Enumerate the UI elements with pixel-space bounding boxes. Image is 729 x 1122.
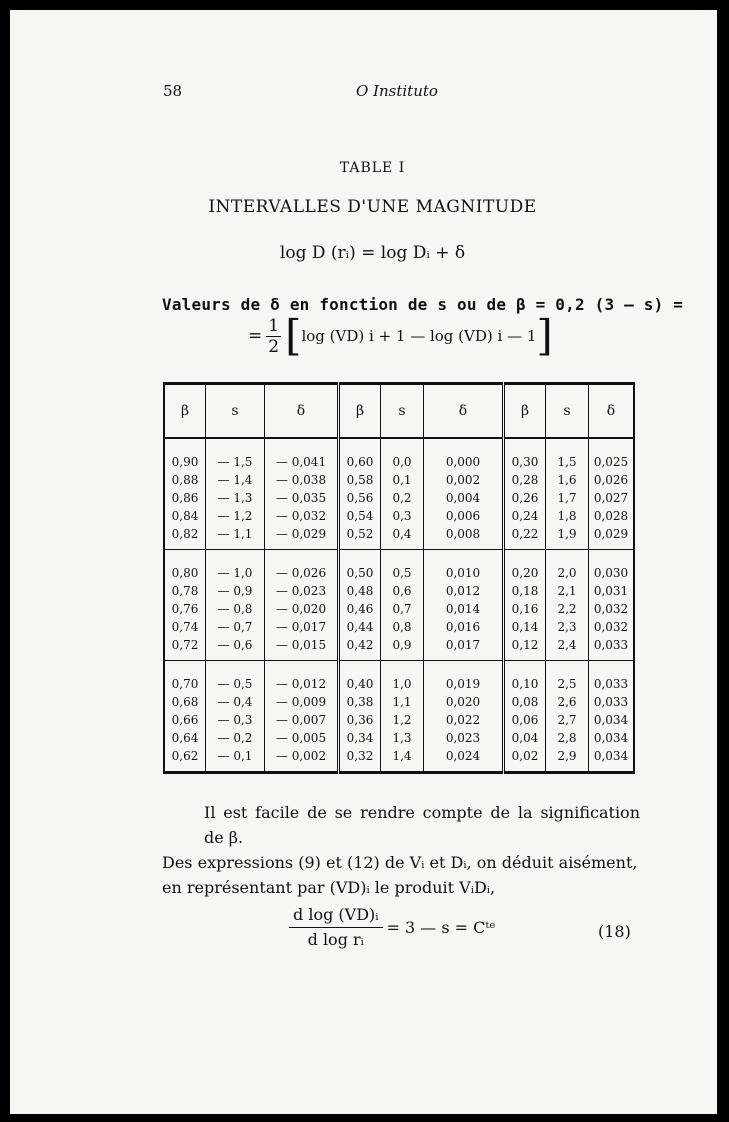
spacer-cell <box>206 550 265 565</box>
table-cell: 2,7 <box>546 711 589 729</box>
page-number: 58 <box>163 82 183 100</box>
table-cell: 2,9 <box>546 747 589 765</box>
table-cell: 2,8 <box>546 729 589 747</box>
spacer-cell <box>424 765 504 773</box>
table-cell: 0,028 <box>589 507 635 525</box>
spacer-cell <box>381 765 424 773</box>
main-formula: log D (rᵢ) = log Dᵢ + δ <box>279 243 466 263</box>
body-paragraph <box>162 800 640 900</box>
table-cell: — 0,023 <box>265 582 339 600</box>
table-cell: 0,72 <box>164 636 206 654</box>
header-beta-2: β <box>339 384 381 439</box>
table-cell: 1,2 <box>381 711 424 729</box>
header-delta-3: δ <box>589 384 635 439</box>
group-spacer <box>164 550 634 565</box>
spacer-cell <box>424 661 504 676</box>
table-cell: 0,52 <box>339 525 381 543</box>
spacer-cell <box>339 550 381 565</box>
one-half-fraction <box>266 316 281 357</box>
table-cell: 0,027 <box>589 489 635 507</box>
table-row <box>164 618 634 636</box>
table-row <box>164 471 634 489</box>
table-cell: 0,38 <box>339 693 381 711</box>
paragraph-line-2: Des expressions (9) et (12) de Vᵢ et Dᵢ, on déduit aisément, <box>162 853 638 872</box>
table-cell: 2,2 <box>546 600 589 618</box>
table-cell: — 0,017 <box>265 618 339 636</box>
table-cell: 0,025 <box>589 453 635 471</box>
table-cell: — 0,026 <box>265 564 339 582</box>
table-cell: 1,6 <box>546 471 589 489</box>
table-cell: 0,70 <box>164 675 206 693</box>
spacer-cell <box>339 765 381 773</box>
table-cell: 0,3 <box>381 507 424 525</box>
spacer-cell <box>265 438 339 453</box>
table-header-row <box>164 384 634 439</box>
equation-number: (18) <box>598 922 631 941</box>
table-cell: — 0,9 <box>206 582 265 600</box>
table-cell: 2,3 <box>546 618 589 636</box>
spacer-cell <box>546 438 589 453</box>
header-delta-1: δ <box>265 384 339 439</box>
table-cell: — 1,2 <box>206 507 265 525</box>
table-row <box>164 525 634 543</box>
spacer-cell <box>381 550 424 565</box>
table-cell: 0,24 <box>504 507 546 525</box>
table-cell: — 0,029 <box>265 525 339 543</box>
table-cell: — 0,041 <box>265 453 339 471</box>
table-cell: — 1,5 <box>206 453 265 471</box>
table-cell: 0,033 <box>589 693 635 711</box>
table-cell: 0,86 <box>164 489 206 507</box>
table-cell: 0,62 <box>164 747 206 765</box>
table-cell: 0,04 <box>504 729 546 747</box>
table-cell: 0,2 <box>381 489 424 507</box>
table-cell: — 0,1 <box>206 747 265 765</box>
table-cell: 0,48 <box>339 582 381 600</box>
table-cell: 0,034 <box>589 747 635 765</box>
equation-rhs: = 3 — s = Cᵗᵉ <box>386 918 496 937</box>
table-cell: 0,026 <box>589 471 635 489</box>
table-cell: — 0,002 <box>265 747 339 765</box>
table-cell: 0,1 <box>381 471 424 489</box>
table-cell: 0,32 <box>339 747 381 765</box>
table-cell: — 0,3 <box>206 711 265 729</box>
table-cell: 0,58 <box>339 471 381 489</box>
table-cell: 0,56 <box>339 489 381 507</box>
table-cell: 0,030 <box>589 564 635 582</box>
table-cell: 2,5 <box>546 675 589 693</box>
spacer-cell <box>589 661 635 676</box>
spacer-cell <box>546 765 589 773</box>
table-cell: 0,008 <box>424 525 504 543</box>
table-cell: 1,8 <box>546 507 589 525</box>
table-cell: 0,5 <box>381 564 424 582</box>
spacer-cell <box>381 438 424 453</box>
table-cell: 0,06 <box>504 711 546 729</box>
table-cell: 0,68 <box>164 693 206 711</box>
table-row <box>164 675 634 693</box>
document-page <box>10 10 717 1114</box>
spacer-cell <box>339 661 381 676</box>
table-cell: 0,0 <box>381 453 424 471</box>
table-cell: 0,016 <box>424 618 504 636</box>
spacer-cell <box>265 661 339 676</box>
table-cell: 0,66 <box>164 711 206 729</box>
table-cell: 0,031 <box>589 582 635 600</box>
spacer-cell <box>265 550 339 565</box>
table-cell: 0,30 <box>504 453 546 471</box>
spacer-cell <box>339 438 381 453</box>
table-cell: — 0,6 <box>206 636 265 654</box>
table-cell: — 0,015 <box>265 636 339 654</box>
table-row <box>164 582 634 600</box>
table-cell: 2,6 <box>546 693 589 711</box>
spacer-cell <box>589 550 635 565</box>
table-row <box>164 453 634 471</box>
spacer-cell <box>265 765 339 773</box>
table-cell: 0,88 <box>164 471 206 489</box>
table-body <box>164 438 634 773</box>
table-cell: — 0,038 <box>265 471 339 489</box>
table-title: INTERVALLES D'UNE MAGNITUDE <box>208 197 537 217</box>
table-cell: 0,022 <box>424 711 504 729</box>
running-header: O Instituto <box>356 82 438 100</box>
table-cell: 0,02 <box>504 747 546 765</box>
table-cell: 0,44 <box>339 618 381 636</box>
fraction-formula <box>248 311 553 360</box>
table-cell: 2,1 <box>546 582 589 600</box>
table-cell: 0,74 <box>164 618 206 636</box>
table-row <box>164 489 634 507</box>
formula-prefix: = <box>248 326 263 346</box>
table-cell: 0,54 <box>339 507 381 525</box>
spacer-cell <box>546 550 589 565</box>
table-cell: 1,7 <box>546 489 589 507</box>
table-cell: 0,78 <box>164 582 206 600</box>
equation-fraction <box>289 903 383 952</box>
table-cell: 0,42 <box>339 636 381 654</box>
table-cell: — 0,7 <box>206 618 265 636</box>
table-cell: — 0,005 <box>265 729 339 747</box>
table-cell: 0,22 <box>504 525 546 543</box>
table-cell: 0,004 <box>424 489 504 507</box>
table-cell: 0,020 <box>424 693 504 711</box>
table-cell: — 0,032 <box>265 507 339 525</box>
table-cell: 0,000 <box>424 453 504 471</box>
table-cell: — 0,8 <box>206 600 265 618</box>
table-cell: 0,029 <box>589 525 635 543</box>
table-cell: 0,26 <box>504 489 546 507</box>
left-bracket: [ <box>285 311 302 360</box>
table-cell: — 1,1 <box>206 525 265 543</box>
table-cell: 0,64 <box>164 729 206 747</box>
spacer-cell <box>164 550 206 565</box>
magnitude-table <box>163 382 635 774</box>
table-cell: 0,033 <box>589 636 635 654</box>
table-row <box>164 600 634 618</box>
table-cell: 0,024 <box>424 747 504 765</box>
table-cell: 0,10 <box>504 675 546 693</box>
fraction-denominator: 2 <box>268 336 280 357</box>
table-cell: — 0,007 <box>265 711 339 729</box>
table-row <box>164 747 634 765</box>
table-cell: — 1,3 <box>206 489 265 507</box>
table-cell: 1,4 <box>381 747 424 765</box>
header-s-3: s <box>546 384 589 439</box>
spacer-cell <box>589 765 635 773</box>
table-label: TABLE I <box>339 160 406 176</box>
table-row <box>164 711 634 729</box>
table-cell: 0,034 <box>589 711 635 729</box>
fraction-numerator: 1 <box>268 315 280 336</box>
paragraph-line-3: en représentant par (VD)ᵢ le produit VᵢDᵢ, <box>162 878 496 897</box>
table-cell: 0,90 <box>164 453 206 471</box>
table-cell: 0,010 <box>424 564 504 582</box>
table-cell: 0,012 <box>424 582 504 600</box>
table-cell: 0,82 <box>164 525 206 543</box>
table-cell: — 0,009 <box>265 693 339 711</box>
table-cell: 0,20 <box>504 564 546 582</box>
spacer-cell <box>206 661 265 676</box>
table-cell: 0,4 <box>381 525 424 543</box>
table-cell: 1,5 <box>546 453 589 471</box>
table-cell: 0,76 <box>164 600 206 618</box>
table-cell: 0,80 <box>164 564 206 582</box>
group-spacer <box>164 765 634 773</box>
header-delta-2: δ <box>424 384 504 439</box>
valeurs-line: Valeurs de δ en fonction de s ou de β = 0,2 (3 — s) = <box>162 295 684 314</box>
table-row <box>164 729 634 747</box>
table-cell: 0,8 <box>381 618 424 636</box>
table-cell: 0,006 <box>424 507 504 525</box>
table-cell: 0,014 <box>424 600 504 618</box>
table-cell: 0,08 <box>504 693 546 711</box>
table-cell: — 1,0 <box>206 564 265 582</box>
table-cell: 2,4 <box>546 636 589 654</box>
spacer-cell <box>206 765 265 773</box>
table-cell: — 0,5 <box>206 675 265 693</box>
bracket-content: log (VD) i + 1 — log (VD) i — 1 <box>301 327 537 345</box>
table-row <box>164 636 634 654</box>
spacer-cell <box>589 438 635 453</box>
table-row <box>164 564 634 582</box>
header-s-1: s <box>206 384 265 439</box>
equation-denominator: d log rᵢ <box>307 930 364 949</box>
table-cell: 0,6 <box>381 582 424 600</box>
table-cell: 0,46 <box>339 600 381 618</box>
table-cell: 0,017 <box>424 636 504 654</box>
table-cell: 0,36 <box>339 711 381 729</box>
group-spacer <box>164 661 634 676</box>
table-row <box>164 507 634 525</box>
table-cell: 0,12 <box>504 636 546 654</box>
table-cell: 0,7 <box>381 600 424 618</box>
spacer-cell <box>164 661 206 676</box>
table-cell: 0,023 <box>424 729 504 747</box>
table-cell: — 0,2 <box>206 729 265 747</box>
group-spacer <box>164 438 634 453</box>
table-cell: 0,032 <box>589 618 635 636</box>
header-beta-3: β <box>504 384 546 439</box>
table-cell: 0,34 <box>339 729 381 747</box>
table-cell: 1,3 <box>381 729 424 747</box>
table-cell: 1,9 <box>546 525 589 543</box>
spacer-cell <box>206 438 265 453</box>
equation-18 <box>285 903 496 952</box>
table-row <box>164 693 634 711</box>
table-cell: 1,1 <box>381 693 424 711</box>
spacer-cell <box>424 438 504 453</box>
spacer-cell <box>546 661 589 676</box>
spacer-cell <box>381 661 424 676</box>
header-s-2: s <box>381 384 424 439</box>
table-cell: 0,9 <box>381 636 424 654</box>
spacer-cell <box>504 438 546 453</box>
table-cell: 0,019 <box>424 675 504 693</box>
spacer-cell <box>424 550 504 565</box>
spacer-cell <box>504 661 546 676</box>
table-cell: — 1,4 <box>206 471 265 489</box>
table-cell: — 0,012 <box>265 675 339 693</box>
paragraph-line-1: Il est facile de se rendre compte de la signification de β. <box>204 803 640 847</box>
spacer-cell <box>164 438 206 453</box>
table-cell: 0,28 <box>504 471 546 489</box>
equation-numerator: d log (VD)ᵢ <box>289 903 383 928</box>
table-cell: — 0,4 <box>206 693 265 711</box>
table-cell: 0,16 <box>504 600 546 618</box>
table-cell: — 0,020 <box>265 600 339 618</box>
table-cell: 2,0 <box>546 564 589 582</box>
table-cell: 0,032 <box>589 600 635 618</box>
spacer-cell <box>504 550 546 565</box>
table-cell: 1,0 <box>381 675 424 693</box>
table-cell: 0,034 <box>589 729 635 747</box>
table-cell: 0,40 <box>339 675 381 693</box>
table-cell: 0,18 <box>504 582 546 600</box>
table-cell: 0,14 <box>504 618 546 636</box>
right-bracket: ] <box>536 311 553 360</box>
table-cell: 0,50 <box>339 564 381 582</box>
header-beta-1: β <box>164 384 206 439</box>
table-cell: 0,002 <box>424 471 504 489</box>
spacer-cell <box>504 765 546 773</box>
table-cell: 0,60 <box>339 453 381 471</box>
table-cell: 0,033 <box>589 675 635 693</box>
spacer-cell <box>164 765 206 773</box>
table-cell: — 0,035 <box>265 489 339 507</box>
table-cell: 0,84 <box>164 507 206 525</box>
